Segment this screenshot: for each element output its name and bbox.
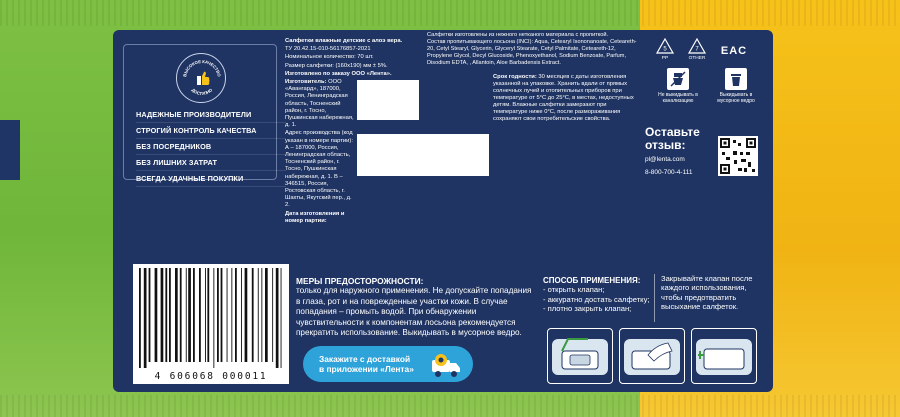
barcode-bar xyxy=(258,268,259,362)
barcode-bar xyxy=(265,268,268,362)
barcode-bar xyxy=(227,268,228,362)
barcode-bar xyxy=(193,268,195,362)
barcode-bar xyxy=(272,268,273,362)
disposal-icons xyxy=(653,68,768,118)
barcode-bar xyxy=(144,268,147,368)
barcode-bar xyxy=(175,268,178,362)
delivery-truck-icon xyxy=(431,352,461,378)
usage-step: - открыть клапан; xyxy=(543,285,605,295)
barcode-bar xyxy=(149,268,151,362)
barcode-bar xyxy=(231,268,232,362)
barcode-bar xyxy=(169,268,171,362)
side-tab xyxy=(0,120,20,180)
usage-heading: СПОСОБ ПРИМЕНЕНИЯ: xyxy=(543,276,641,285)
precautions-text: только для наружного применения. Не допускайте попадания в глаза, рот и на поврежденные участки кожи. В случае попадания – промыть водой. При обнаружении чувствительности к компонентам лосьона рекомендуется прекратить использование. Выкидывать в мусорное ведро. xyxy=(296,286,532,338)
badge-list xyxy=(136,107,286,187)
precautions xyxy=(296,276,534,338)
barcode xyxy=(133,264,289,384)
barcode-bar xyxy=(165,268,167,362)
product-info xyxy=(285,38,420,226)
badge-item: ВСЕГДА УДАЧНЫЕ ПОКУПКИ xyxy=(136,171,286,187)
badge-item: СТРОГИЙ КОНТРОЛЬ КАЧЕСТВА xyxy=(136,123,286,139)
take-wipe-illustration xyxy=(619,328,685,384)
badge-ring-bottom: ДОСТУПНО xyxy=(190,87,214,97)
usage-step-illustrations xyxy=(547,328,759,384)
usage-divider xyxy=(654,274,655,322)
delivery-line-1: Закажите с доставкой xyxy=(319,354,411,364)
barcode-bar xyxy=(245,268,248,362)
address-label: Адрес производства (код указан в номере партии): xyxy=(285,130,353,144)
barcode-bar xyxy=(241,268,242,362)
no-toilet-icon xyxy=(667,68,689,90)
recycling-marks xyxy=(653,38,768,64)
feedback-title: Оставьте отзыв: xyxy=(645,125,700,152)
recycle-code-2: 7 xyxy=(695,46,699,53)
no-toilet-label: Не выкидывать в канализацию xyxy=(658,92,698,104)
composition xyxy=(427,32,639,67)
thumbs-up-seal-icon xyxy=(176,53,226,103)
barcode-bar xyxy=(180,268,182,362)
no-toilet-disposal xyxy=(653,68,703,118)
barcode-bar xyxy=(235,268,237,362)
product-title: Салфетки влажные детские с алоэ вера. xyxy=(285,38,403,44)
trash-label: Выкидывать в мусорное ведро xyxy=(717,92,755,104)
address-text: А – 187000, Россия, Ленинградская область, Тосненский район, г. Тосно, Пушкинская набережная, д. 1. В – 346515, Россия, Ростовская область, г. Шахты, Якутский пер., д. 2. xyxy=(285,144,352,209)
barcode-digits: 4 606068 000011 xyxy=(154,371,268,382)
product-count: Номинальное количество: 70 шт. xyxy=(285,54,374,61)
barcode-bar xyxy=(252,268,254,362)
svg-text:ДОСТУПНО xyxy=(191,87,214,96)
recycle-label-2: OTHER xyxy=(688,56,706,61)
usage-step: - плотно закрыть клапан; xyxy=(543,304,632,314)
package-bottom-seal xyxy=(0,395,900,417)
manufacturer-label: Изготовитель: xyxy=(285,79,327,86)
barcode-bar xyxy=(221,268,223,362)
shelf-life-text: 30 месяцев с даты изготовления указанной на упаковке. Хранить вдали от прямых солнечных лучей и отопительных приборов при температуре от 5°С до 25°С, в местах, недоступных детям. Влажные салфетки замерзают при температуре ниже 0°С, после размораживания сохраняют свои потребительские свойства. xyxy=(493,74,634,122)
precautions-heading: МЕРЫ ПРЕДОСТОРОЖНОСТИ: xyxy=(296,276,424,286)
eac-mark-icon xyxy=(717,38,751,64)
close-flap-illustration xyxy=(691,328,757,384)
barcode-bar xyxy=(217,268,219,362)
batch-date-label: Дата изготовления и номер партии: xyxy=(285,210,345,224)
package-top-seal xyxy=(0,0,900,26)
barcode-bar xyxy=(199,268,201,362)
barcode-bar xyxy=(186,268,187,362)
trash-disposal xyxy=(711,68,761,118)
recycle-label-1: PP xyxy=(661,56,669,61)
batch-print-area xyxy=(357,80,419,120)
date-print-area xyxy=(357,134,489,176)
quality-badge xyxy=(123,44,277,183)
barcode-bar xyxy=(261,268,262,362)
svg-text:ВЫСОКОЕ КАЧЕСТВО xyxy=(182,59,222,78)
usage-note: Закрывайте клапан после каждого использования, чтобы предотвратить высыхание салфеток. xyxy=(661,274,753,312)
made-for: Изготовлено по заказу ООО «Лента». xyxy=(285,70,392,77)
barcode-bar xyxy=(139,268,141,368)
feedback-email[interactable]: pl@lenta.com xyxy=(645,156,685,163)
eac-mark: EAC xyxy=(720,45,748,57)
badge-item: НАДЕЖНЫЕ ПРОИЗВОДИТЕЛИ xyxy=(136,107,286,123)
badge-item: БЕЗ ЛИШНИХ ЗАТРАТ xyxy=(136,155,286,171)
recycle-code-1: 5 xyxy=(663,46,667,53)
shelf-life-label: Срок годности: xyxy=(493,74,537,80)
barcode-bar xyxy=(207,268,209,362)
product-size: Размер салфетки: (160х190) мм ± 5%. xyxy=(285,62,388,69)
barcode-bar xyxy=(188,268,191,362)
barcode-bar xyxy=(205,268,206,362)
barcode-bar xyxy=(281,268,282,368)
barcode-bar xyxy=(161,268,164,362)
open-flap-illustration xyxy=(547,328,613,384)
usage-instructions xyxy=(543,276,655,314)
shelf-life xyxy=(493,74,641,123)
barcode-bar xyxy=(276,268,279,368)
feedback-phone[interactable]: 8-800-700-4-111 xyxy=(645,169,693,176)
barcode-bars xyxy=(137,268,285,368)
qr-code[interactable] xyxy=(718,136,758,176)
product-tu: ТУ 20.42.15-010-56176857-2021 xyxy=(285,46,371,53)
manufacturer-text: ООО «Авангард», 187000, Россия, Ленинградская область, Тосненский район, г. Тосно, Пушкинская набережная, д. 1. xyxy=(285,79,354,129)
trash-bin-icon xyxy=(725,68,747,90)
composition-text: Состав пропитывающего лосьона (INCI): Aqua, Cetearyl Isononanoate, Ceteareth-20, Cetyl Stearyl, Glycerin, Glyceryl Stearate, Cetyl Palmitate, Ceteareth-12, Propylene Glycol, Decyl Glucoside, Phenoxyethanol, Sodium Benzoate, Parfum, Disodium EDTA, , Allantoin, Aloe Barbadensis Extract. xyxy=(427,39,637,66)
barcode-bar xyxy=(155,268,158,362)
usage-step: - аккуратно достать салфетку; xyxy=(543,294,650,304)
label-panel xyxy=(113,30,773,392)
barcode-bar xyxy=(213,268,214,368)
recycle-pp-icon xyxy=(653,38,677,64)
badge-ring-top: ВЫСОКОЕ КАЧЕСТВО xyxy=(182,58,222,78)
recycle-other-icon xyxy=(685,38,709,64)
composition-intro: Салфетки изготовлены из нежного нетканого материала с пропиткой. xyxy=(427,32,609,38)
badge-item: БЕЗ ПОСРЕДНИКОВ xyxy=(136,139,286,155)
delivery-line-2: в приложении «Лента» xyxy=(319,364,414,374)
